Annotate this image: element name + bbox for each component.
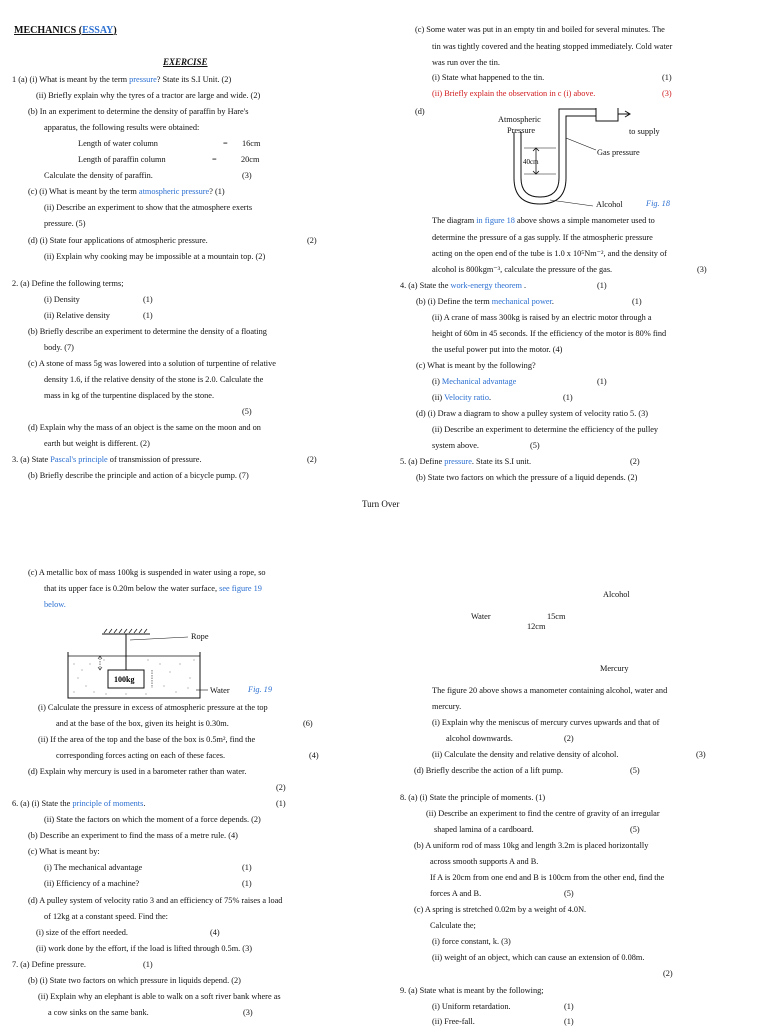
q4-c: (c) What is meant by the following? [416,361,536,370]
fig18-caption: Fig. 18 [646,199,670,208]
q4-a: 4. (a) State the work-energy theorem . [400,281,527,290]
q2-a: 2. (a) Define the following terms; [12,279,124,288]
turn-over-note: Turn Over [362,499,400,509]
qc-c-line3: was run over the tin. [432,58,500,67]
fig18-marks: (3) [697,265,707,274]
fig20-i-line2: alcohol downwards. [446,734,513,743]
q6-d-ii: (ii) work done by the effort, if the load is lifted through 0.5m. (3) [36,944,252,953]
fig20-i-marks: (2) [564,734,574,743]
q9-a-i-marks: (1) [564,1002,574,1011]
q5-a: 5. (a) Define pressure. State its S.I unit. [400,457,532,466]
fig20-water-label: Water [471,612,491,621]
q5c-d-marks: (2) [276,783,286,792]
q3-a: 3. (a) State Pascal's principle of transmission of pressure. [12,455,202,464]
q6-c-ii-marks: (1) [242,879,252,888]
fig20-mercury-label: Mercury [600,664,629,673]
q1-d-i: (d) (i) State four applications of atmospheric pressure. [28,236,208,245]
q4-b-ii-line3: the useful power put into the motor. (4) [432,345,563,354]
fig18-height-label: 40cm [523,158,539,166]
q6-c: (c) What is meant by: [28,847,100,856]
q2-d: (d) Explain why the mass of an object is the same on the moon and on [28,423,261,432]
q8-a-ii: (ii) Describe an experiment to find the centre of gravity of an irregular [426,809,660,818]
qc-d: (d) [415,107,425,116]
q6-a-i: 6. (a) (i) State the principle of moments. [12,799,146,808]
qc-c-i: (i) State what happened to the tin. [432,73,545,82]
fig20-text-2: mercury. [432,702,462,711]
q8-c-line2: Calculate the; [430,921,476,930]
fig20-ii-marks: (3) [696,750,706,759]
fig19-water-label: Water [210,686,230,695]
fig18-text-4: alcohol is 800kgm⁻³, calculate the pressure of the gas. [432,265,613,274]
q8-a-ii-line2: shaped lamina of a cardboard. [434,825,534,834]
q1-b: (b) In an experiment to determine the density of paraffin by Hare's [28,107,249,116]
fig20-d: (d) Briefly describe the action of a lift pump. [414,766,564,775]
q8-a-ii-marks: (5) [630,825,640,834]
q2-a-ii-marks: (1) [143,311,153,320]
q5c-i-marks: (6) [303,719,313,728]
q6-d: (d) A pulley system of velocity ratio 3 and an efficiency of 75% raises a load [28,896,283,905]
q1-b-water-eq: = [223,139,228,148]
q4-d-ii-marks: (5) [530,441,540,450]
q5c-ii-line2: corresponding forces acting on each of these faces. [56,751,226,760]
q7-b-ii: (ii) Explain why an elephant is able to walk on a soft river bank where as [38,992,281,1001]
q2-a-ii: (ii) Relative density [44,311,110,320]
fig18-alcohol-label: Alcohol [596,200,623,209]
q4-b-ii: (ii) A crane of mass 300kg is raised by an electric motor through a [432,313,652,322]
fig18-gas-pressure-label: Gas pressure [597,148,640,157]
q2-a-i: (i) Density [44,295,80,304]
q1-c-i: (c) (i) What is meant by the term atmospheric pressure? (1) [28,187,225,196]
q2-d-line2: earth but weight is different. (2) [44,439,150,448]
q6-c-i-marks: (1) [242,863,252,872]
q1-c-ii: (ii) Describe an experiment to show that the atmosphere exerts [44,203,253,212]
q3-b: (b) Briefly describe the principle and action of a bicycle pump. (7) [28,471,249,480]
fig20-i: (i) Explain why the meniscus of mercury curves upwards and that of [432,718,660,727]
q5c-ii-marks: (4) [309,751,319,760]
q1-b-marks: (3) [242,171,252,180]
exercise-heading: EXERCISE [163,57,208,67]
q6-a-ii: (ii) State the factors on which the moment of a force depends. (2) [44,815,261,824]
q4-c-i-marks: (1) [597,377,607,386]
q5-b: (b) State two factors on which the pressure of a liquid depends. (2) [416,473,638,482]
q2-c-marks: (5) [242,407,252,416]
fig20-height-12: 12cm [527,622,546,631]
fig18-supply-label: to supply [629,127,660,136]
q5-a-marks: (2) [630,457,640,466]
q9-a-i: (i) Uniform retardation. [432,1002,511,1011]
q1-b-water-label: Length of water column [78,139,158,148]
q6-c-ii: (ii) Efficiency of a machine? [44,879,140,888]
q1-b-calc: Calculate the density of paraffin. [44,171,153,180]
q8-b: (b) A uniform rod of mass 10kg and length 3.2m is placed horizontally [414,841,649,850]
fig20-alcohol-label: Alcohol [603,590,630,599]
q6-a-i-marks: (1) [276,799,286,808]
q6-c-i: (i) The mechanical advantage [44,863,143,872]
q1-b-water-value: 16cm [242,139,261,148]
q8-c-i: (i) force constant, k. (3) [432,937,511,946]
fig19-box-label: 100kg [114,675,135,684]
fig20-height-15: 15cm [547,612,566,621]
q4-d-ii: (ii) Describe an experiment to determine the efficiency of the pulley [432,425,659,434]
fig18-text-1: The diagram in figure 18 above shows a simple manometer used to [432,216,655,225]
q1-d-i-marks: (2) [307,236,317,245]
q2-c-line3: mass in kg of the turpentine displaced by the stone. [44,391,215,400]
q7-b-ii-line2: a cow sinks on the same bank. [48,1008,149,1017]
fig20-text-1: The figure 20 above shows a manometer containing alcohol, water and [432,686,668,695]
figure-19-box-in-water [60,626,210,702]
q2-b-line2: body. (7) [44,343,74,352]
fig18-pressure-label: Pressure [507,126,536,135]
q1-d-ii: (ii) Explain why cooking may be impossible at a mountain top. (2) [44,252,266,261]
q5c-d: (d) Explain why mercury is used in a barometer rather than water. [28,767,247,776]
q5c-c-line2: that its upper face is 0.20m below the water surface, see figure 19 [44,584,262,593]
fig18-text-3: acting on the open end of the tube is 1.0 x 10⁵Nm⁻², and the density of [432,249,667,258]
q9-a: 9. (a) State what is meant by the following; [400,986,544,995]
q7-a: 7. (a) Define pressure. [12,960,86,969]
q4-d-i: (d) (i) Draw a diagram to show a pulley system of velocity ratio 5. (3) [416,409,649,418]
q1-b-line2: apparatus, the following results were obtained: [44,123,200,132]
fig19-caption: Fig. 19 [248,685,272,694]
q8-b-marks: (5) [564,889,574,898]
q6-b: (b) Describe an experiment to find the mass of a metre rule. (4) [28,831,238,840]
q7-b-ii-marks: (3) [243,1008,253,1017]
q6-d-line2: of 12kg at a constant speed. Find the: [44,912,168,921]
q4-b-ii-line2: height of 60m in 45 seconds. If the efficiency of the motor is 80% find [432,329,667,338]
qc-c-ii-marks: (3) [662,89,672,98]
q4-c-i: (i) Mechanical advantage [432,377,517,386]
fig20-d-marks: (5) [630,766,640,775]
q5c-i: (i) Calculate the pressure in excess of atmospheric pressure at the top [38,703,268,712]
qc-c: (c) Some water was put in an empty tin and boiled for several minutes. The [415,25,665,34]
q1-b-paraffin-eq: = [212,155,217,164]
q1-a-ii: (ii) Briefly explain why the tyres of a tractor are large and wide. (2) [36,91,261,100]
q2-c-line2: density 1.6, if the relative density of the stone is 2.0. Calculate the [44,375,264,384]
qc-c-i-marks: (1) [662,73,672,82]
q4-b-i-marks: (1) [632,297,642,306]
q5c-c-line3: below. [44,600,66,609]
fig19-rope-label: Rope [191,632,209,641]
q9-a-ii: (ii) Free-fall. [432,1017,475,1026]
q9-a-ii-marks: (1) [564,1017,574,1026]
q7-b-i: (b) (i) State two factors on which pressure in liquids depend. (2) [28,976,241,985]
fig18-text-2: determine the pressure of a gas supply. If the atmospheric pressure [432,233,653,242]
q8-b-line2: across smooth supports A and B. [430,857,539,866]
q8-c: (c) A spring is stretched 0.02m by a weight of 4.0N. [414,905,587,914]
q4-a-marks: (1) [597,281,607,290]
q3-a-marks: (2) [307,455,317,464]
q6-d-i: (i) size of the effort needed. [36,928,128,937]
q8-b-line4: forces A and B. [430,889,482,898]
q5c-ii: (ii) If the area of the top and the base of the box is 0.5m², find the [38,735,256,744]
q5c-c: (c) A metallic box of mass 100kg is suspended in water using a rope, so [28,568,266,577]
q1-a-i: 1 (a) (i) What is meant by the term pressure? State its S.I Unit. (2) [12,75,232,84]
page-title: MECHANICS (ESSAY) [14,25,117,36]
q8-a-i: 8. (a) (i) State the principle of moments. (1) [400,793,546,802]
q2-b: (b) Briefly describe an experiment to determine the density of a floating [28,327,267,336]
q4-d-ii-line2: system above. [432,441,480,450]
qc-c-ii: (ii) Briefly explain the observation in c (i) above. [432,89,596,98]
q4-c-ii: (ii) Velocity ratio. [432,393,492,402]
q2-a-i-marks: (1) [143,295,153,304]
q8-c-ii-marks: (2) [663,969,673,978]
q8-b-line3: If A is 20cm from one end and B is 100cm from the other end, find the [430,873,665,882]
fig18-atmospheric-label: Atmospheric [498,115,541,124]
q1-b-paraffin-label: Length of paraffin column [78,155,166,164]
q6-d-i-marks: (4) [210,928,220,937]
q5c-i-line2: and at the base of the box, given its height is 0.30m. [56,719,229,728]
qc-c-line2: tin was tightly covered and the heating stopped immediately. Cold water [432,42,673,51]
q1-b-paraffin-value: 20cm [241,155,260,164]
q4-b-i: (b) (i) Define the term mechanical power. [416,297,554,306]
q2-c: (c) A stone of mass 5g was lowered into a solution of turpentine of relative [28,359,276,368]
q8-c-ii: (ii) weight of an object, which can cause an extension of 0.08m. [432,953,645,962]
fig20-ii: (ii) Calculate the density and relative density of alcohol. [432,750,619,759]
q7-a-marks: (1) [143,960,153,969]
q4-c-ii-marks: (1) [563,393,573,402]
q1-c-ii-line2: pressure. (5) [44,219,86,228]
